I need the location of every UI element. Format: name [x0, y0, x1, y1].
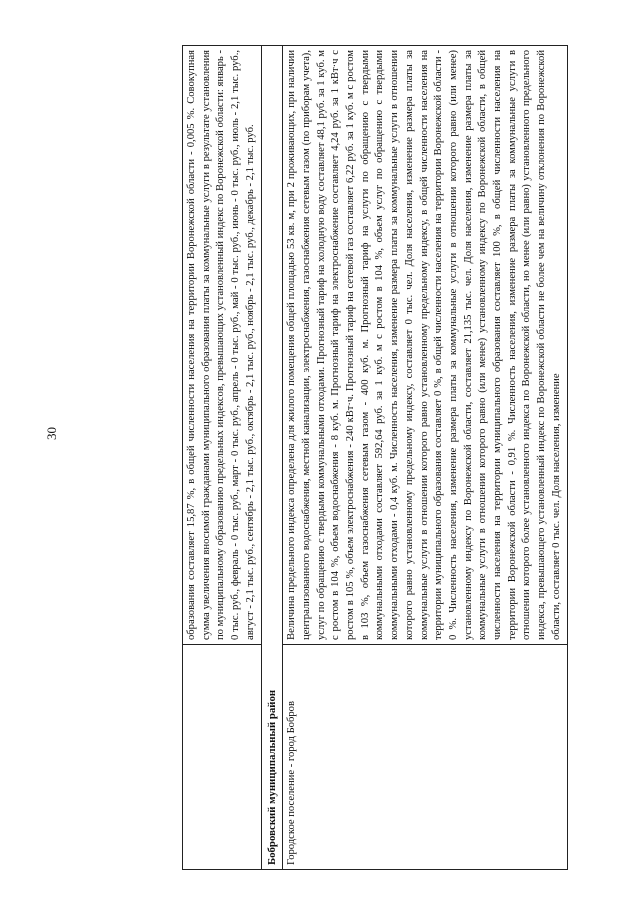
table-row [283, 46, 567, 870]
row1-municipality-cell [183, 645, 262, 870]
row2-municipality-cell: Городское поселение - город Бобров [283, 645, 567, 870]
section-title: Бобровский муниципальный район [261, 46, 283, 870]
row1-description-cell: образования составляет 15,87 %, в общей численности населения на территории Воронежской области - 0,005 %. Совокупная сумма увеличения вносимой гражданами муниципального образования платы за коммунальные услуги в результате установления по муниципальному образованию предельных индексов, превышающих установленный индекс по Воронежской области: январь - 0 тыс. руб., февраль - 0 тыс. руб., март - 0 тыс. руб., апрель - 0 тыс. руб., май - 0 тыс. руб., июнь - 0 тыс. руб., июль - 2,1 тыс. руб., август - 2,1 тыс. руб., сентябрь - 2,1 тыс. руб., октябрь - 2,1 тыс. руб., ноябрь - 2,1 тыс. руб., декабрь - 2,1 тыс. руб. [183, 46, 262, 645]
row2-description-cell: Величина предельного индекса определена для жилого помещения общей площадью 53 кв. м, при 2 проживающих, при наличии централизованного водоснабжения, местной канализации, электроснабжения, газоснабжения сетевым газом (по приборам учета), услуг по обращению с твердыми коммунальными отходами. Прогнозный тариф на холодную воду составляет 48,1 руб. за 1 куб. м с ростом в 104 %, объем водоснабжения - 8 куб. м. Прогнозный тариф на электроснабжение составляет 4,24 руб. за 1 кВт·ч с ростом в 105 %, объем электроснабжения - 240 кВт·ч. Прогнозный тариф на сетевой газ составляет 6,22 руб. за 1 куб. м с ростом в 103 %, объем газоснабжения сетевым газом - 400 куб. м. Прогнозный тариф на услуги по обращению с твердыми коммунальными отходами составляет 592,64 руб. за 1 куб. м с ростом в 104 %, объем услуг по обращению с твердыми коммунальными отходами - 0,4 куб. м. Численность населения, изменение размера платы за коммунальные услуги в отношении которого равно установленному предельному индексу, составляет 0 тыс. чел. Доля населения, изменение размера платы за коммунальные услуги в отношении которого равно установленному предельному индексу, в общей численности населения на территории муниципального образования составляет 0 %, в общей численности населения на территории Воронежской области - 0 %. Численность населения, изменение размера платы за коммунальные услуги в отношении которого равно (или менее) установленному индексу по Воронежской области, составляет 21,135 тыс. чел. Доля населения, изменение размера платы за коммунальные услуги в отношении которого равно (или менее) установленному индексу по Воронежской области, в общей численности населения на территории муниципального образования составляет 100 %, в общей численности населения на территории Воронежской области - 0,91 %. Численность населения, изменение размера платы за коммунальные услуги в отношении которого более установленного индекса по Воронежской области, но менее (или равно) установленного предельного индекса, превышающего установленный индекс по Воронежской области не более чем на величину отклонения по Воронежской области, составляет 0 тыс. чел. Доля населения, изменение [283, 46, 567, 645]
table-row [183, 46, 262, 870]
rotated-page-content [182, 45, 592, 870]
section-header-row [261, 46, 283, 870]
page-number: 30 [44, 427, 59, 440]
tariff-table [182, 45, 568, 870]
